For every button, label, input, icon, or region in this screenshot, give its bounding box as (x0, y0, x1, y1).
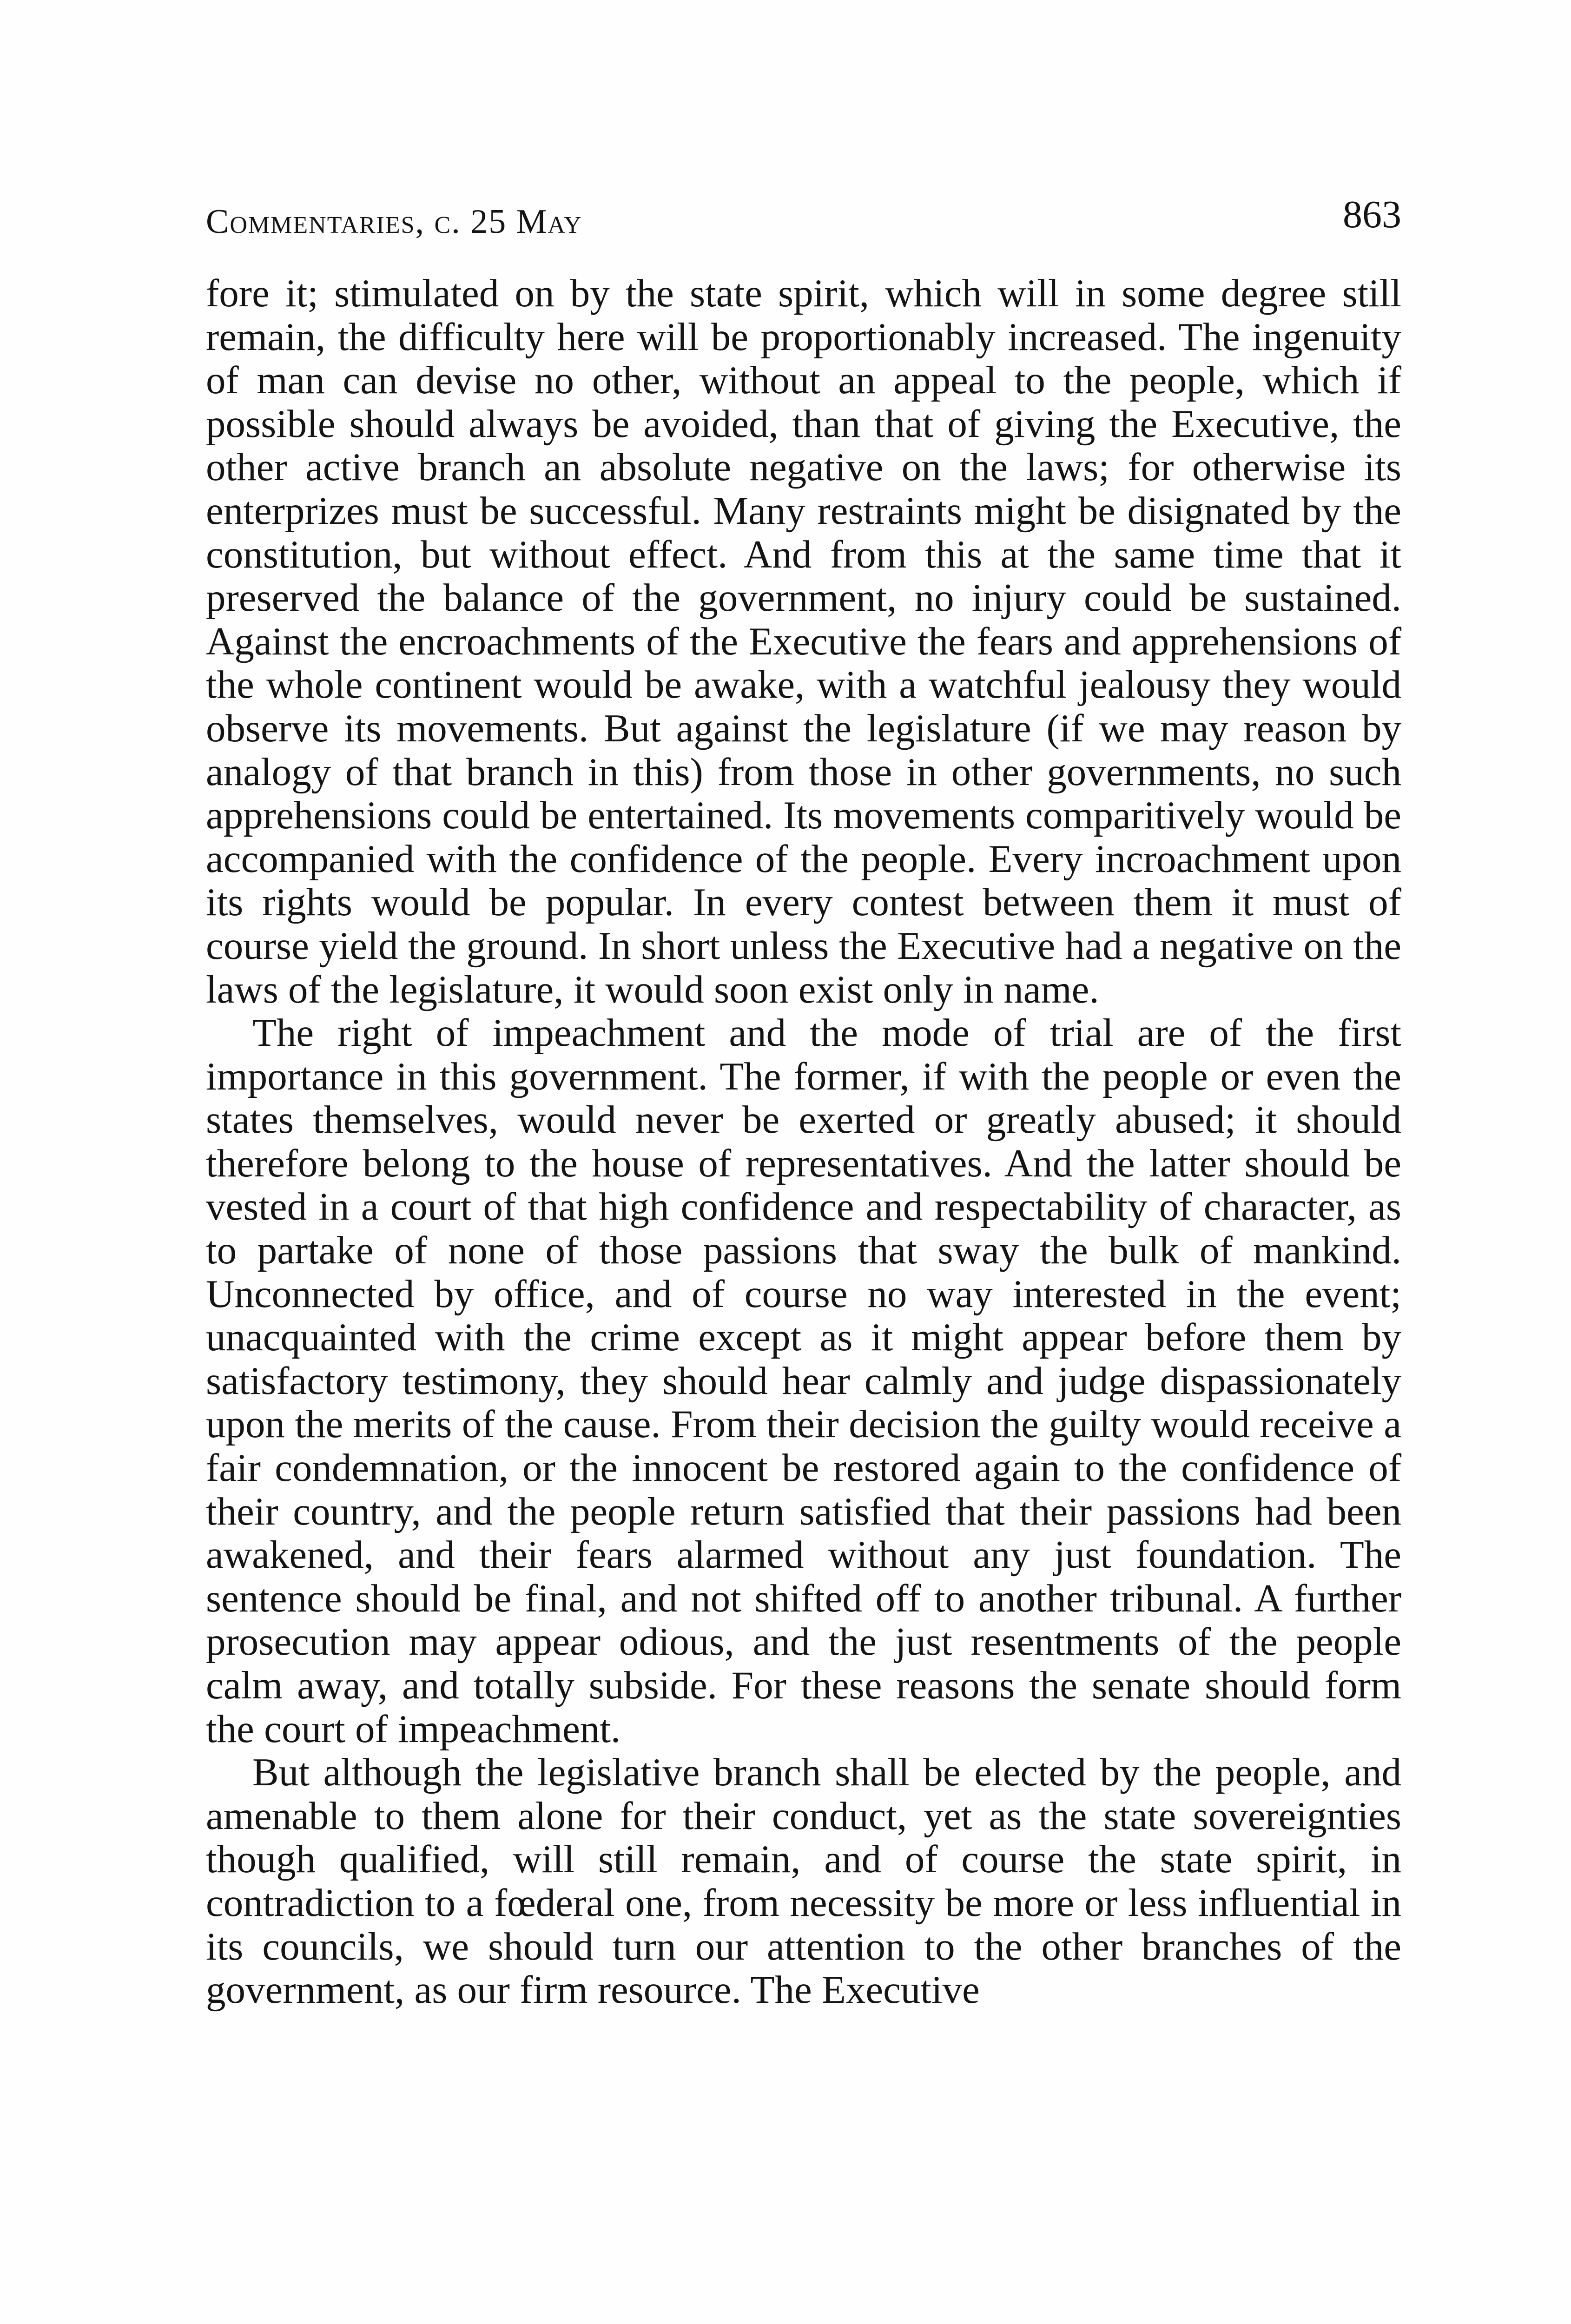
page-number: 863 (1343, 193, 1401, 236)
running-title: Commentaries, c. 25 May (206, 203, 582, 241)
paragraph-continued: fore it; stimulated on by the state spirit, which will in some degree still remain, the difficulty here will be proportionably increased. The ingenuity of man can devise no other, without an appeal to the people, which if possible should always be avoided, than that of giving the Executive, the other active branch an absolute negative on the laws; for otherwise its enterprizes must be successful. Many restraints might be disignated by the constitution, but without effect. And from this at the same time that it preserved the balance of the government, no injury could be sustained. Against the encroachments of the Executive the fears and apprehensions of the whole continent would be awake, with a watchful jealousy they would observe its movements. But against the legislature (if we may reason by analogy of that branch in this) from those in other governments, no such apprehensions could be entertained. Its movements comparitively would be accompanied with the confidence of the people. Every incroachment upon its rights would be popular. In every contest between them it must of course yield the ground. In short unless the Executive had a negative on the laws of the legislature, it would soon exist only in name. (206, 271, 1401, 1011)
running-head (206, 195, 1401, 251)
paragraph-legislative-branch: But although the legislative branch shall be elected by the people, and amenable to them alone for their conduct, yet as the state sovereignties though qualified, will still remain, and of course the state spirit, in contradiction to a fœderal one, from necessity be more or less influential in its councils, we should turn our attention to the other branches of the government, as our firm resource. The Executive (206, 1750, 1401, 2012)
paragraph-impeachment: The right of impeachment and the mode of trial are of the first importance in this government. The former, if with the people or even the states themselves, would never be exerted or greatly abused; it should therefore belong to the house of representatives. And the latter should be vested in a court of that high confidence and respectability of character, as to partake of none of those passions that sway the bulk of mankind. Unconnected by office, and of course no way interested in the event; unacquainted with the crime except as it might appear before them by satisfactory testimony, they should hear calmly and judge dispassionately upon the merits of the cause. From their decision the guilty would receive a fair condemnation, or the innocent be restored again to the confidence of their country, and the people return satisfied that their passions had been awakened, and their fears alarmed without any just foundation. The sentence should be final, and not shifted off to another tribunal. A further prosecution may appear odious, and the just resentments of the people calm away, and totally subside. For these reasons the senate should form the court of impeachment. (206, 1011, 1401, 1751)
body-text (206, 272, 1401, 2012)
